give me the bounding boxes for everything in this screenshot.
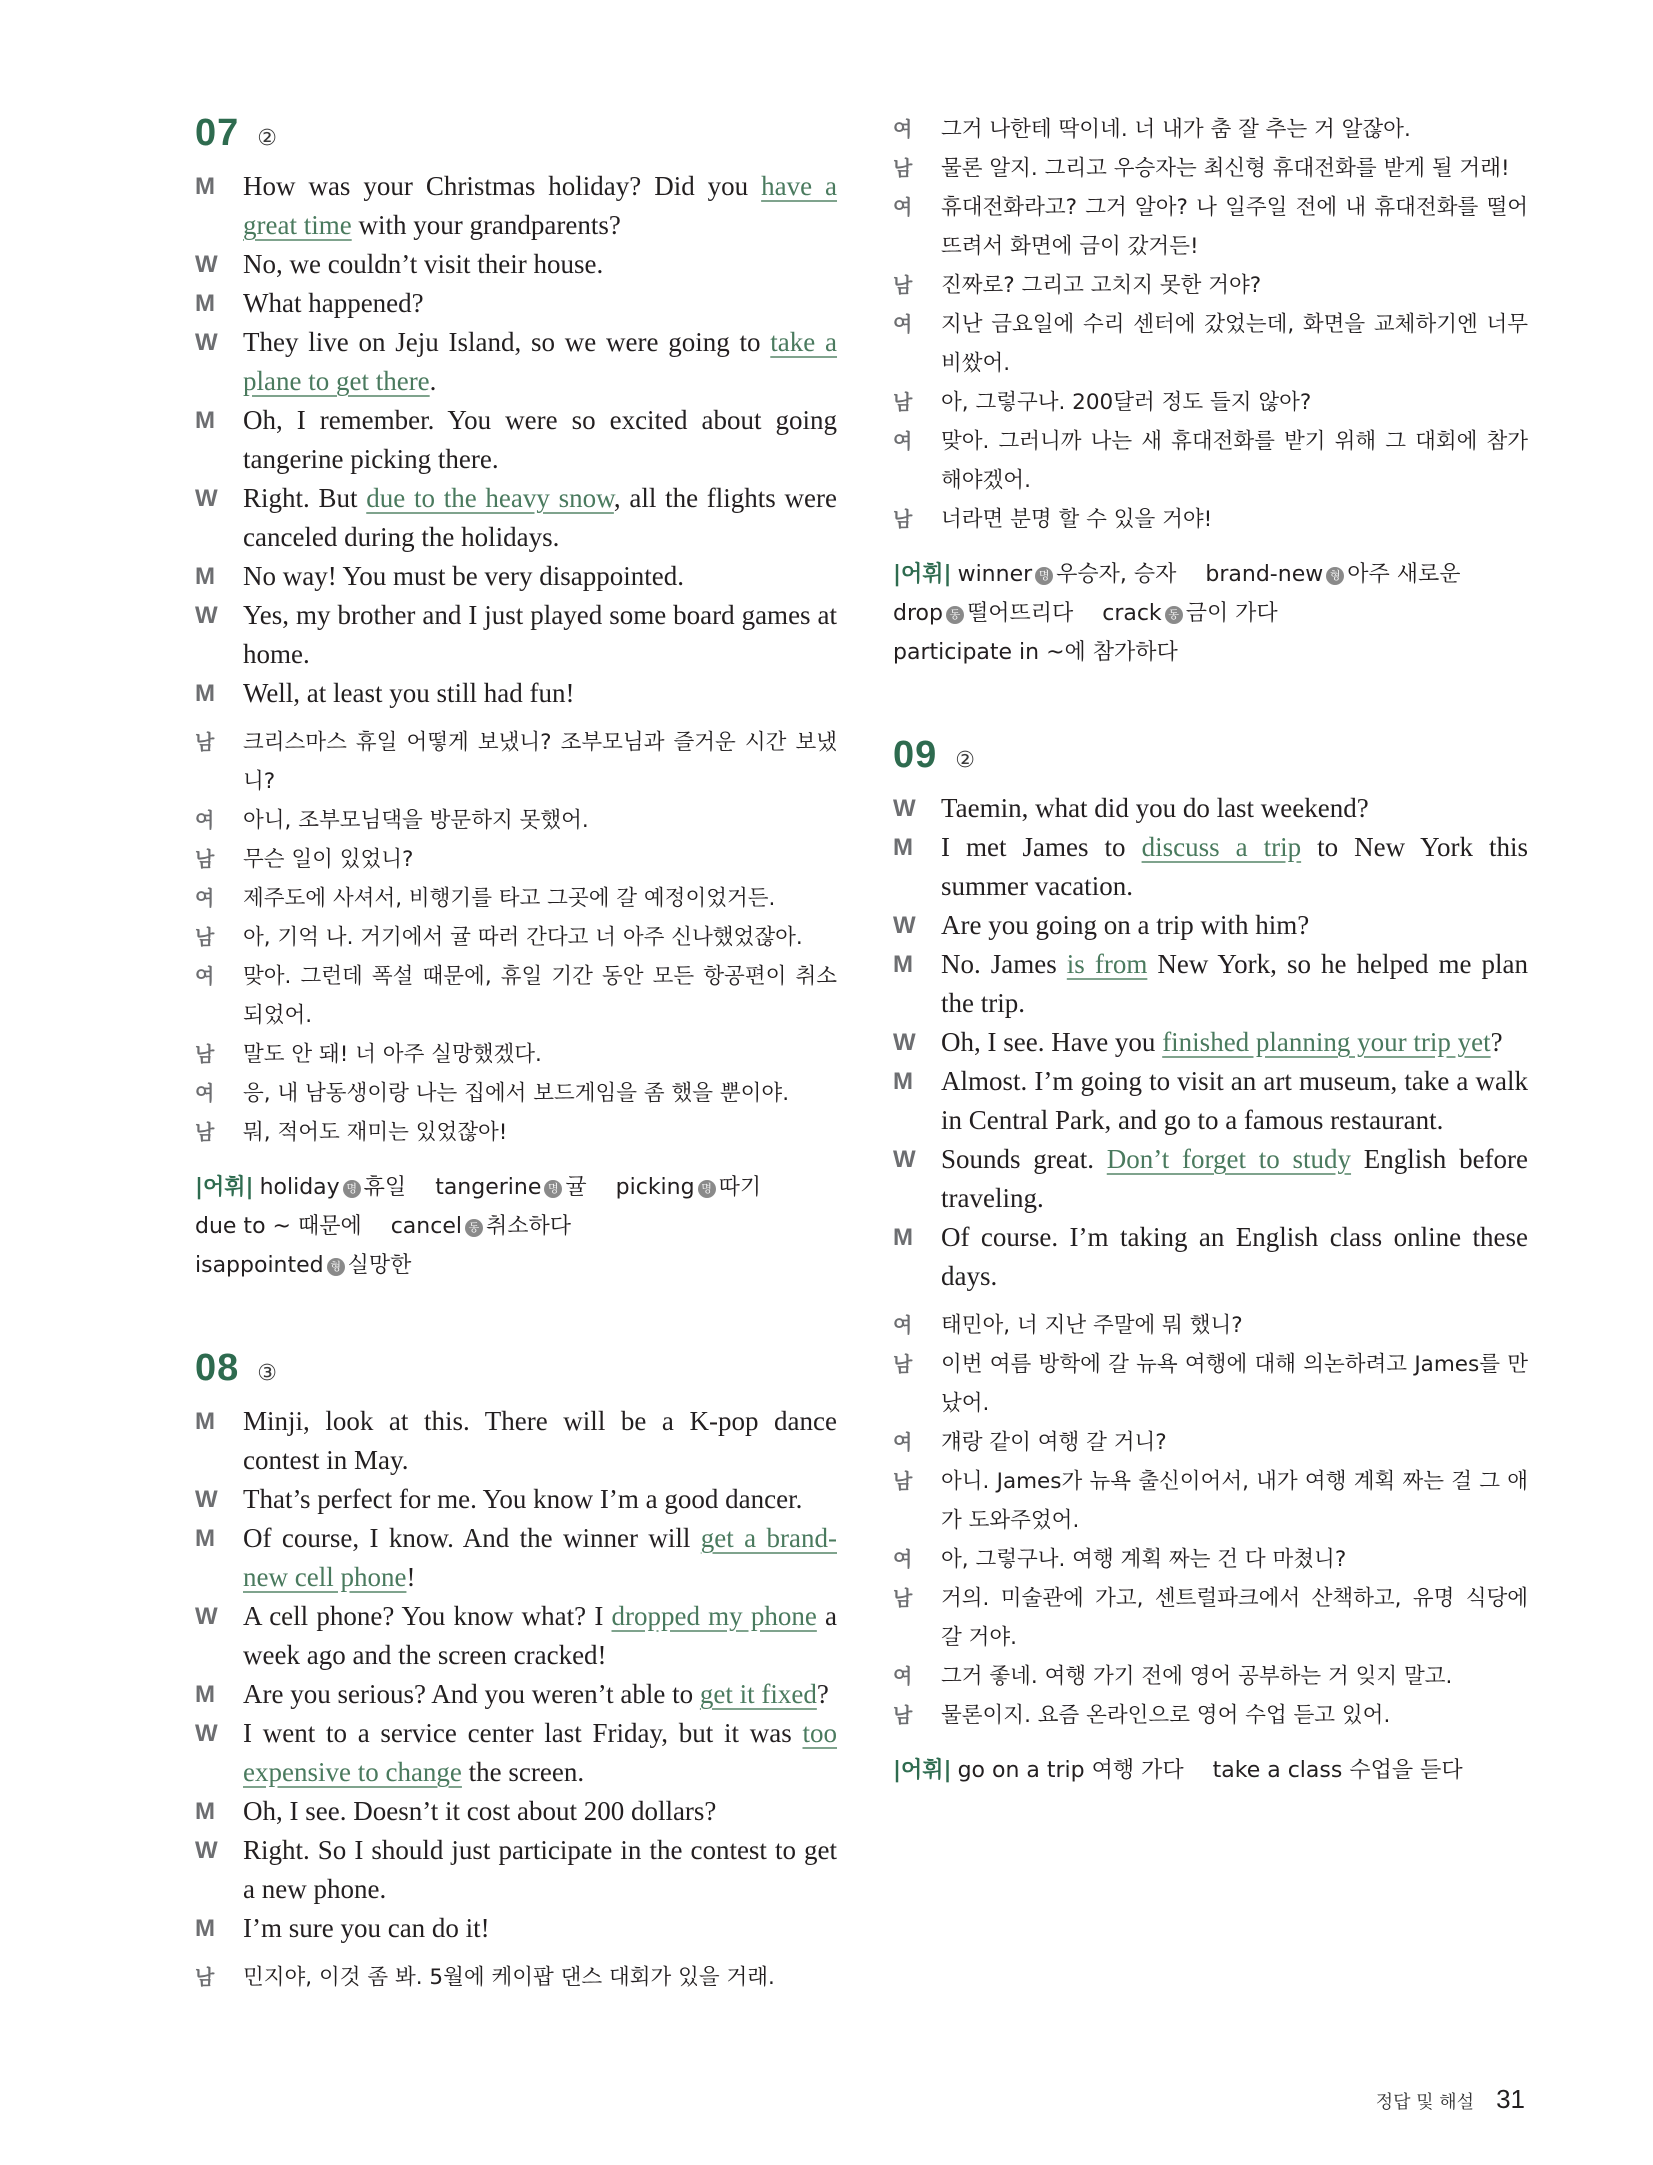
vocab-meaning: 취소하다: [485, 1214, 571, 1239]
dialogue-line: [195, 1519, 837, 1597]
vocabulary: [893, 555, 1528, 672]
section-07: [195, 112, 837, 1285]
speaker-label: W: [195, 1603, 218, 1630]
left-column: [195, 112, 837, 2059]
speaker-label: M: [893, 834, 913, 861]
vocab-word: brand-new: [1205, 562, 1324, 587]
vocab-label: |어휘|: [893, 562, 952, 587]
dialogue-line: [195, 245, 837, 284]
translation-text: 물론 알지. 그리고 우승자는 최신형 휴대전화를 받게 될 거래!: [941, 156, 1510, 181]
translation-line: [195, 1958, 837, 1997]
speaker-label: M: [195, 173, 215, 200]
translation-line: [893, 1579, 1528, 1657]
speaker-label: 남: [893, 273, 913, 297]
section-08-continued: [893, 110, 1528, 672]
vocab-item: [616, 1175, 761, 1200]
speaker-label: 여: [893, 1313, 913, 1337]
dialogue-line: [195, 557, 837, 596]
text-run: with your grandparents?: [351, 210, 621, 240]
translation-text: 그거 좋네. 여행 가기 전에 영어 공부하는 거 잊지 말고.: [941, 1664, 1453, 1689]
text-run: the screen.: [461, 1757, 585, 1787]
vocab-meaning: 아주 새로운: [1347, 562, 1461, 587]
speaker-label: 여: [195, 886, 215, 910]
english-dialogue: [893, 789, 1528, 1296]
text-run: Minji, look at this. There will be a K-pop dance contest in May.: [243, 1406, 837, 1475]
key-phrase: is from: [1066, 949, 1148, 979]
section-number: 09: [893, 734, 938, 776]
dialogue-text: [941, 828, 1528, 906]
translation-line: [195, 840, 837, 879]
speaker-label: 남: [195, 1042, 215, 1066]
dialogue-text: [243, 1597, 837, 1675]
vocabulary: [195, 1168, 837, 1285]
key-phrase: finished planning your trip yet: [1162, 1027, 1491, 1057]
section-08: [195, 1347, 837, 1997]
translation-line: [195, 801, 837, 840]
translation-text: 말도 안 돼! 너 아주 실망했겠다.: [243, 1042, 542, 1067]
key-phrase: too expensive to change: [243, 1718, 837, 1787]
answer-mark: ③: [257, 1361, 278, 1386]
vocab-meaning: ~에 참가하다: [1046, 640, 1178, 665]
answer-mark: ②: [257, 126, 278, 151]
korean-translation: [893, 1306, 1528, 1735]
dialogue-line: [195, 1792, 837, 1831]
text-run: Oh, I remember. You were so excited about going tangerine picking there.: [243, 405, 837, 474]
part-of-speech-badge: 동: [465, 1219, 483, 1237]
section-09: [893, 734, 1528, 1790]
vocab-word: drop: [893, 601, 943, 626]
speaker-label: 남: [195, 730, 215, 754]
vocab-item: [435, 1175, 586, 1200]
dialogue-text: [243, 674, 837, 713]
speaker-label: 여: [893, 312, 913, 336]
text-run: I went to a service center last Friday, but it was: [243, 1718, 803, 1748]
speaker-label: 여: [195, 808, 215, 832]
dialogue-line: [893, 1062, 1528, 1140]
text-run: No, we couldn’t visit their house.: [243, 249, 604, 279]
speaker-label: W: [195, 602, 218, 629]
translation-line: [893, 500, 1528, 539]
vocab-word: tangerine: [435, 1175, 542, 1200]
speaker-label: M: [195, 1525, 215, 1552]
dialogue-text: [941, 789, 1528, 828]
translation-text: 응, 내 남동생이랑 나는 집에서 보드게임을 좀 했을 뿐이야.: [243, 1081, 790, 1106]
speaker-label: 남: [893, 1703, 913, 1727]
speaker-label: 여: [195, 964, 215, 988]
dialogue-text: [243, 1792, 837, 1831]
translation-line: [893, 422, 1528, 500]
key-phrase: get it fixed: [699, 1679, 817, 1709]
speaker-label: 여: [893, 117, 913, 141]
text-run: I’m sure you can do it!: [243, 1913, 490, 1943]
part-of-speech-badge: 명: [544, 1180, 562, 1198]
section-header: [893, 734, 1528, 777]
text-run: A cell phone? You know what? I: [243, 1601, 612, 1631]
speaker-label: M: [195, 1915, 215, 1942]
key-phrase: take a plane to get there: [243, 327, 838, 396]
dialogue-text: [941, 1062, 1528, 1140]
translation-line: [195, 879, 837, 918]
translation-line: [195, 723, 837, 801]
vocab-meaning: 떨어뜨리다: [966, 601, 1074, 626]
speaker-label: W: [195, 1486, 218, 1513]
dialogue-text: [243, 1480, 837, 1519]
dialogue-text: [243, 401, 837, 479]
speaker-label: 남: [195, 925, 215, 949]
text-run: ?: [816, 1679, 829, 1709]
right-column: [893, 110, 1528, 1852]
speaker-label: 남: [893, 390, 913, 414]
dialogue-line: [893, 906, 1528, 945]
vocab-item: [1102, 601, 1277, 626]
part-of-speech-badge: 명: [1035, 567, 1053, 585]
page-footer: [1376, 2084, 1525, 2115]
text-run: I met James to: [941, 832, 1142, 862]
speaker-label: M: [195, 1798, 215, 1825]
text-run: English before traveling.: [941, 1144, 1529, 1213]
speaker-label: 남: [195, 847, 215, 871]
translation-text: 아니. James가 뉴욕 출신이어서, 내가 여행 계획 짜는 걸 그 애가 도와주었어.: [941, 1469, 1528, 1533]
dialogue-text: [243, 1402, 837, 1480]
dialogue-line: [195, 1480, 837, 1519]
korean-translation: [195, 723, 837, 1152]
translation-line: [893, 1345, 1528, 1423]
vocab-meaning: 수업을 듣다: [1349, 1758, 1463, 1783]
dialogue-text: [243, 596, 837, 674]
vocab-word: participate in: [893, 640, 1040, 665]
text-run: No. James: [941, 949, 1067, 979]
speaker-label: 여: [893, 429, 913, 453]
speaker-label: 여: [893, 1430, 913, 1454]
speaker-label: W: [195, 1720, 218, 1747]
english-dialogue: [195, 1402, 837, 1948]
vocab-item: [893, 601, 1073, 626]
translation-line: [893, 1306, 1528, 1345]
dialogue-line: [893, 828, 1528, 906]
vocab-word: due to ~ 때문에: [195, 1214, 362, 1239]
speaker-label: 남: [195, 1120, 215, 1144]
speaker-label: M: [195, 1681, 215, 1708]
translation-line: [195, 1113, 837, 1152]
text-run: Of course. I’m taking an English class online these days.: [941, 1222, 1528, 1291]
dialogue-line: [195, 596, 837, 674]
speaker-label: W: [195, 329, 218, 356]
translation-text: 아니, 조부모님댁을 방문하지 못했어.: [243, 808, 589, 833]
text-run: How was your Christmas holiday? Did you: [243, 171, 762, 201]
part-of-speech-badge: 명: [343, 1180, 361, 1198]
text-run: No way! You must be very disappointed.: [243, 561, 684, 591]
translation-line: [893, 305, 1528, 383]
section-number: 07: [195, 112, 240, 154]
speaker-label: 남: [195, 1965, 215, 1989]
section-number: 08: [195, 1347, 240, 1389]
vocab-word: winner: [957, 562, 1033, 587]
dialogue-text: [941, 1140, 1528, 1218]
translation-line: [893, 266, 1528, 305]
dialogue-text: [941, 1023, 1528, 1062]
key-phrase: due to the heavy snow: [366, 483, 614, 513]
vocab-item: [958, 562, 1177, 587]
text-run: New York, so he helped me plan the trip.: [941, 949, 1528, 1018]
vocab-item: [260, 1175, 407, 1200]
key-phrase: dropped my phone: [611, 1601, 817, 1631]
text-run: Oh, I see. Doesn’t it cost about 200 dollars?: [243, 1796, 717, 1826]
dialogue-text: [243, 1519, 837, 1597]
dialogue-text: [243, 479, 837, 557]
vocab-meaning: 금이 가다: [1185, 601, 1278, 626]
translation-line: [893, 1657, 1528, 1696]
dialogue-line: [195, 1909, 837, 1948]
dialogue-line: [195, 284, 837, 323]
translation-line: [195, 1035, 837, 1074]
dialogue-line: [195, 1831, 837, 1909]
speaker-label: M: [893, 951, 913, 978]
text-run: to New York this summer vacation.: [941, 832, 1529, 901]
dialogue-text: [941, 1218, 1528, 1296]
dialogue-line: [195, 167, 837, 245]
translation-line: [195, 918, 837, 957]
speaker-label: 여: [195, 1081, 215, 1105]
translation-text: 아, 그렇구나. 여행 계획 짜는 건 다 마쳤니?: [941, 1547, 1347, 1572]
translation-line: [195, 1074, 837, 1113]
page-number: 31: [1496, 2084, 1525, 2114]
translation-text: 그거 나한테 딱이네. 너 내가 춤 잘 추는 거 알잖아.: [941, 117, 1411, 142]
key-phrase: have a great time: [243, 171, 838, 240]
translation-line: [893, 1696, 1528, 1735]
text-run: Almost. I’m going to visit an art museum, take a walk in Central Park, and go to a famous restaurant.: [941, 1066, 1528, 1135]
speaker-label: W: [893, 795, 916, 822]
speaker-label: W: [195, 1837, 218, 1864]
vocab-word: take a class: [1212, 1758, 1343, 1783]
part-of-speech-badge: 명: [698, 1180, 716, 1198]
dialogue-text: [243, 557, 837, 596]
translation-text: 태민아, 너 지난 주말에 뭐 했니?: [941, 1313, 1243, 1338]
dialogue-text: [243, 245, 837, 284]
speaker-label: 남: [893, 1586, 913, 1610]
speaker-label: M: [195, 407, 215, 434]
translation-text: 아, 그렇구나. 200달러 정도 들지 않아?: [941, 390, 1312, 415]
translation-line: [893, 149, 1528, 188]
vocab-item: [893, 640, 1178, 665]
vocab-item: [195, 1253, 411, 1278]
text-run: Are you going on a trip with him?: [941, 910, 1310, 940]
key-phrase: get a brand-new cell phone: [243, 1523, 837, 1592]
dialogue-line: [195, 1597, 837, 1675]
text-run: Oh, I see. Have you: [941, 1027, 1163, 1057]
text-run: , all the flights were canceled during the holidays.: [243, 483, 837, 552]
text-run: What happened?: [243, 288, 424, 318]
vocab-word: crack: [1102, 601, 1162, 626]
text-run: Right. So I should just participate in the contest to get a new phone.: [243, 1835, 837, 1904]
part-of-speech-badge: 형: [1326, 567, 1344, 585]
english-dialogue: [195, 167, 837, 713]
translation-text: 휴대전화라고? 그거 알아? 나 일주일 전에 내 휴대전화를 떨어뜨려서 화면에 금이 갔거든!: [941, 195, 1528, 259]
text-run: a week ago and the screen cracked!: [243, 1601, 838, 1670]
dialogue-text: [941, 945, 1528, 1023]
dialogue-text: [243, 284, 837, 323]
translation-text: 물론이지. 요즘 온라인으로 영어 수업 듣고 있어.: [941, 1703, 1391, 1728]
speaker-label: W: [893, 912, 916, 939]
translation-text: 제주도에 사셔서, 비행기를 타고 그곳에 갈 예정이었거든.: [243, 886, 776, 911]
dialogue-line: [893, 945, 1528, 1023]
part-of-speech-badge: 동: [1165, 606, 1183, 624]
text-run: Are you serious? And you weren’t able to: [243, 1679, 700, 1709]
speaker-label: W: [195, 251, 218, 278]
speaker-label: 여: [893, 1547, 913, 1571]
vocabulary: [893, 1751, 1528, 1790]
translation-line: [893, 383, 1528, 422]
dialogue-text: [243, 323, 837, 401]
text-run: .: [429, 366, 437, 396]
vocab-label: |어휘|: [195, 1175, 254, 1200]
text-run: Well, at least you still had fun!: [243, 678, 575, 708]
translation-line: [893, 1423, 1528, 1462]
text-run: Taemin, what did you do last weekend?: [941, 793, 1369, 823]
text-run: Right. But: [243, 483, 367, 513]
speaker-label: 남: [893, 1469, 913, 1493]
part-of-speech-badge: 동: [946, 606, 964, 624]
speaker-label: 여: [893, 1664, 913, 1688]
speaker-label: 남: [893, 507, 913, 531]
dialogue-text: [243, 1714, 837, 1792]
dialogue-line: [195, 674, 837, 713]
korean-translation: [893, 110, 1528, 539]
dialogue-line: [195, 1402, 837, 1480]
speaker-label: M: [195, 1408, 215, 1435]
text-run: !: [406, 1562, 416, 1592]
vocab-meaning: 실망한: [347, 1253, 412, 1278]
translation-line: [893, 188, 1528, 266]
translation-line: [195, 957, 837, 1035]
part-of-speech-badge: 형: [327, 1258, 345, 1276]
dialogue-text: [243, 167, 837, 245]
translation-text: 뭐, 적어도 재미는 있었잖아!: [243, 1120, 508, 1145]
text-run: Yes, my brother and I just played some board games at home.: [243, 600, 837, 669]
dialogue-line: [893, 1218, 1528, 1296]
text-run: Sounds great.: [941, 1144, 1107, 1174]
translation-text: 민지야, 이것 좀 봐. 5월에 케이팝 댄스 대회가 있을 거래.: [243, 1965, 775, 1990]
vocab-word: holiday: [259, 1175, 340, 1200]
translation-line: [893, 1462, 1528, 1540]
translation-text: 맞아. 그러니까 나는 새 휴대전화를 받기 위해 그 대회에 참가해야겠어.: [941, 429, 1528, 493]
speaker-label: M: [195, 563, 215, 590]
speaker-label: 남: [893, 1352, 913, 1376]
vocab-item: [958, 1758, 1184, 1783]
vocab-item: [1205, 562, 1460, 587]
text-run: That’s perfect for me. You know I’m a good dancer.: [243, 1484, 803, 1514]
text-run: Of course, I know. And the winner will: [243, 1523, 701, 1553]
dialogue-line: [893, 1140, 1528, 1218]
translation-text: 거의. 미술관에 가고, 센트럴파크에서 산책하고, 유명 식당에 갈 거야.: [941, 1586, 1528, 1650]
dialogue-text: [941, 906, 1528, 945]
speaker-label: 남: [893, 156, 913, 180]
vocab-meaning: 여행 가다: [1091, 1758, 1184, 1783]
translation-text: 아, 기억 나. 거기에서 귤 따러 간다고 너 아주 신나했었잖아.: [243, 925, 803, 950]
key-phrase: discuss a trip: [1141, 832, 1302, 862]
speaker-label: W: [893, 1029, 916, 1056]
vocab-meaning: 우승자, 승자: [1056, 562, 1177, 587]
translation-text: 진짜로? 그리고 고치지 못한 거야?: [941, 273, 1262, 298]
speaker-label: W: [195, 485, 218, 512]
speaker-label: M: [893, 1224, 913, 1251]
vocab-item: [1213, 1758, 1463, 1783]
section-header: [195, 112, 837, 155]
footer-label: 정답 및 해설: [1375, 2092, 1475, 2113]
korean-translation: [195, 1958, 837, 1997]
translation-text: 걔랑 같이 여행 갈 거니?: [941, 1430, 1167, 1455]
vocab-label: |어휘|: [893, 1758, 952, 1783]
dialogue-text: [243, 1675, 837, 1714]
dialogue-line: [195, 1714, 837, 1792]
speaker-label: W: [893, 1146, 916, 1173]
speaker-label: M: [195, 290, 215, 317]
vocab-meaning: 귤: [565, 1175, 587, 1200]
translation-text: 너라면 분명 할 수 있을 거야!: [941, 507, 1213, 532]
translation-text: 이번 여름 방학에 갈 뉴욕 여행에 대해 의논하려고 James를 만났어.: [941, 1352, 1528, 1416]
text-run: They live on Jeju Island, so we were going to: [243, 327, 771, 357]
speaker-label: 여: [893, 195, 913, 219]
speaker-label: M: [893, 1068, 913, 1095]
vocab-word: picking: [615, 1175, 695, 1200]
section-header: [195, 1347, 837, 1390]
dialogue-text: [243, 1909, 837, 1948]
vocab-meaning: 휴일: [363, 1175, 407, 1200]
dialogue-line: [893, 789, 1528, 828]
translation-text: 무슨 일이 있었니?: [243, 847, 414, 872]
answer-mark: ②: [955, 748, 976, 773]
translation-line: [893, 110, 1528, 149]
vocab-word: go on a trip: [957, 1758, 1085, 1783]
speaker-label: M: [195, 680, 215, 707]
dialogue-line: [195, 479, 837, 557]
dialogue-line: [195, 323, 837, 401]
translation-text: 맞아. 그런데 폭설 때문에, 휴일 기간 동안 모든 항공편이 취소되었어.: [243, 964, 837, 1028]
translation-text: 크리스마스 휴일 어떻게 보냈니? 조부모님과 즐거운 시간 보냈니?: [243, 730, 837, 794]
vocab-item: [391, 1214, 571, 1239]
translation-text: 지난 금요일에 수리 센터에 갔었는데, 화면을 교체하기엔 너무 비쌌어.: [941, 312, 1528, 376]
dialogue-line: [893, 1023, 1528, 1062]
vocab-item: [195, 1214, 362, 1239]
dialogue-line: [195, 401, 837, 479]
vocab-word: cancel: [390, 1214, 462, 1239]
vocab-meaning: 따기: [718, 1175, 762, 1200]
dialogue-text: [243, 1831, 837, 1909]
dialogue-line: [195, 1675, 837, 1714]
key-phrase: Don’t forget to study: [1106, 1144, 1352, 1174]
vocab-word: isappointed: [195, 1253, 324, 1278]
text-run: ?: [1490, 1027, 1503, 1057]
translation-line: [893, 1540, 1528, 1579]
